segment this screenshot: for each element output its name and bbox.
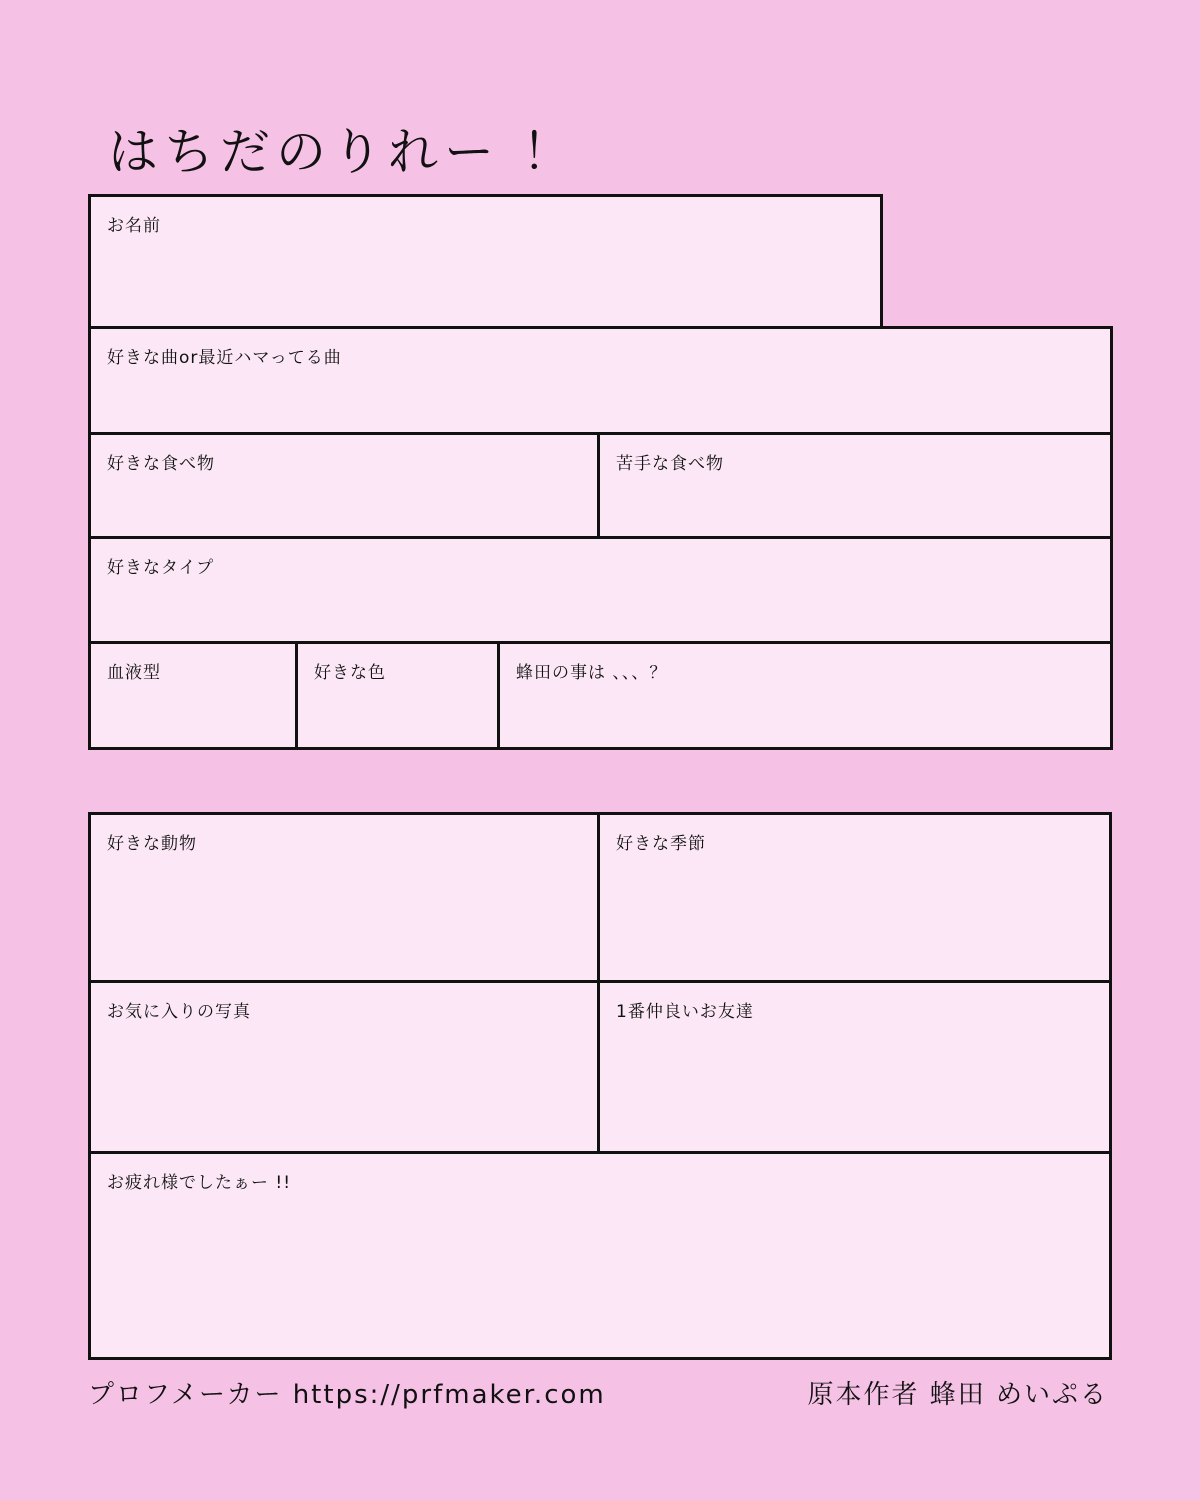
disliked-food-label: 苦手な食べ物 (616, 454, 724, 474)
favorite-photo-label: お気に入りの写真 (107, 1002, 251, 1022)
name-field[interactable] (88, 194, 883, 329)
favorite-photo-field[interactable] (88, 980, 602, 1155)
author-credit: 原本作者 蜂田 めいぷる (807, 1380, 1108, 1410)
favorite-food-field[interactable] (88, 432, 602, 540)
favorite-season-label: 好きな季節 (616, 834, 706, 854)
thanks-field[interactable] (88, 1151, 1112, 1360)
disliked-food-field[interactable] (597, 432, 1113, 540)
thanks-label: お疲れ様でしたぁー !! (107, 1173, 292, 1193)
favorite-animal-field[interactable] (88, 812, 602, 984)
page-title: はちだのりれー ！ (108, 123, 578, 181)
blood-type-field[interactable] (88, 641, 300, 750)
favorite-food-label: 好きな食べ物 (107, 454, 215, 474)
name-label: お名前 (107, 216, 161, 236)
favorite-type-field[interactable] (88, 536, 1113, 645)
best-friend-field[interactable] (597, 980, 1112, 1155)
favorite-color-field[interactable] (295, 641, 502, 750)
favorite-animal-label: 好きな動物 (107, 834, 197, 854)
favorite-song-label: 好きな曲or最近ハマってる曲 (107, 348, 342, 368)
blood-type-label: 血液型 (107, 663, 161, 683)
best-friend-label: 1番仲良いお友達 (616, 1002, 754, 1022)
about-hachida-label: 蜂田の事は 、、、？ (516, 663, 668, 683)
favorite-season-field[interactable] (597, 812, 1112, 984)
maker-credit: プロフメーカー https://prfmaker.com (88, 1380, 606, 1410)
favorite-song-field[interactable] (88, 326, 1113, 435)
favorite-color-label: 好きな色 (314, 663, 386, 683)
favorite-type-label: 好きなタイプ (107, 558, 215, 578)
about-hachida-field[interactable] (497, 641, 1113, 750)
